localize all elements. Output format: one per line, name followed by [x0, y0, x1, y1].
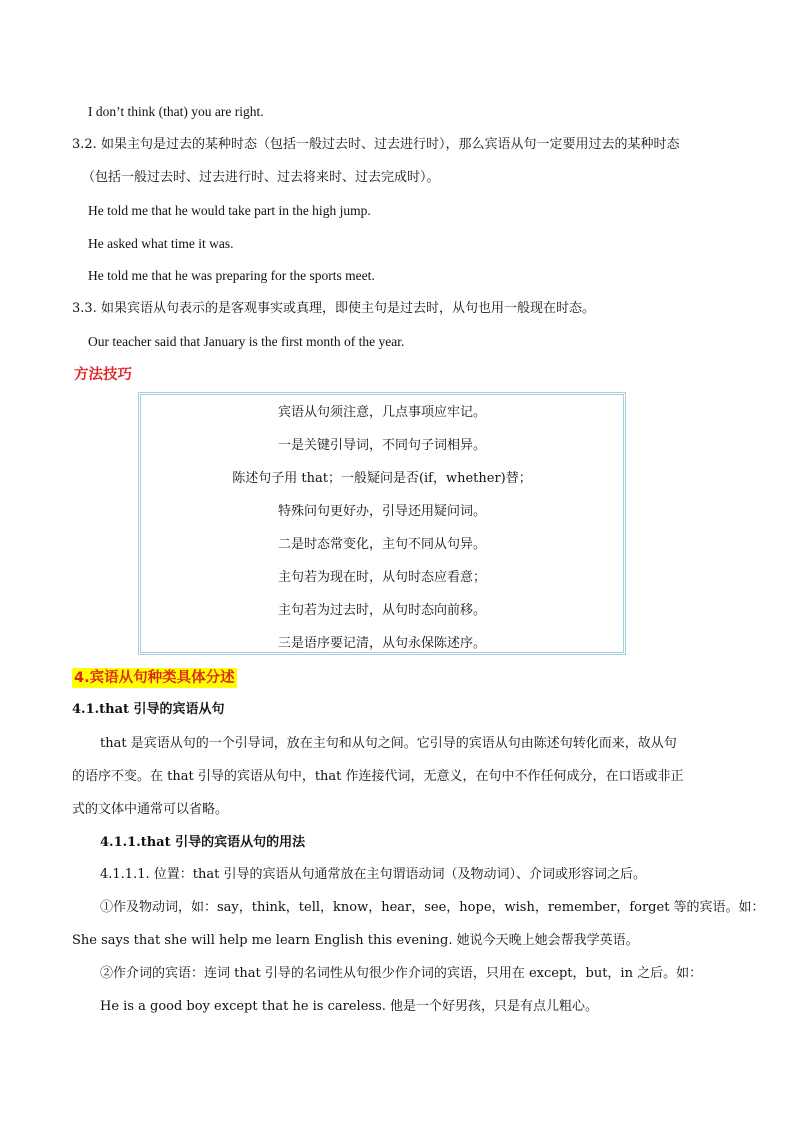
paragraph-line: ①作及物动词，如：say，think，tell，know，hear，see，hope，wish，remember，forget 等的宾语。如： — [100, 900, 765, 915]
example-sentence: He told me that he was preparing for the sports meet. — [88, 268, 375, 283]
tips-line: 陈述句子用 that；一般疑问是否(if，whether)替； — [232, 471, 532, 486]
paragraph-line: ②作介词的宾语：连词 that 引导的名词性从句很少作介词的宾语，只用在 except，but，in 之后。如： — [100, 966, 703, 981]
paragraph-line: He is a good boy except that he is careless. 他是一个好男孩，只是有点儿粗心。 — [100, 999, 598, 1014]
paragraph-line: 的语序不变。在 that 引导的宾语从句中，that 作连接代词，无意义，在句中不作任何成分，在口语或非正 — [72, 769, 684, 784]
rule-3-2-continued: （包括一般过去时、过去进行时、过去将来时、过去完成时）。 — [82, 170, 440, 185]
section-4-heading: 4.宾语从句种类具体分述 — [74, 670, 235, 686]
tips-line: 主句若为现在时，从句时态应看意； — [277, 570, 486, 585]
rule-3-3: 3.3. 如果宾语从句表示的是客观事实或真理，即使主句是过去时，从句也用一般现在时态。 — [72, 301, 595, 316]
tips-line: 三是语序要记清，从句永保陈述序。 — [277, 636, 486, 651]
paragraph-line: that 是宾语从句的一个引导词，放在主句和从句之间。它引导的宾语从句由陈述句转化而来，故从句 — [100, 736, 677, 751]
tips-line: 二是时态常变化，主句不同从句异。 — [277, 537, 486, 552]
rule-3-2: 3.2. 如果主句是过去的某种时态（包括一般过去时、过去进行时），那么宾语从句一定要用过去的某种时态 — [72, 137, 680, 152]
tips-line: 宾语从句须注意，几点事项应牢记。 — [277, 405, 486, 420]
example-sentence: I don’t think (that) you are right. — [88, 104, 264, 119]
tips-line: 主句若为过去时，从句时态向前移。 — [277, 603, 486, 618]
paragraph-line: 4.1.1.1. 位置：that 引导的宾语从句通常放在主句谓语动词（及物动词）、介词或形容词之后。 — [100, 867, 646, 882]
tips-line: 一是关键引导词，不同句子词相异。 — [277, 438, 486, 453]
tips-box — [138, 392, 626, 655]
example-sentence: Our teacher said that January is the first month of the year. — [88, 334, 405, 349]
tips-heading: 方法技巧 — [74, 367, 132, 383]
section-4-1-heading: 4.1.that 引导的宾语从句 — [72, 702, 225, 717]
paragraph-line: She says that she will help me learn English this evening. 她说今天晚上她会帮我学英语。 — [72, 933, 639, 948]
example-sentence: He told me that he would take part in the high jump. — [88, 203, 371, 218]
section-4-1-1-heading: 4.1.1.that 引导的宾语从句的用法 — [100, 835, 306, 850]
example-sentence: He asked what time it was. — [88, 236, 234, 251]
tips-line: 特殊问句更好办，引导还用疑问词。 — [277, 504, 486, 519]
paragraph-line: 式的文体中通常可以省略。 — [72, 802, 229, 817]
